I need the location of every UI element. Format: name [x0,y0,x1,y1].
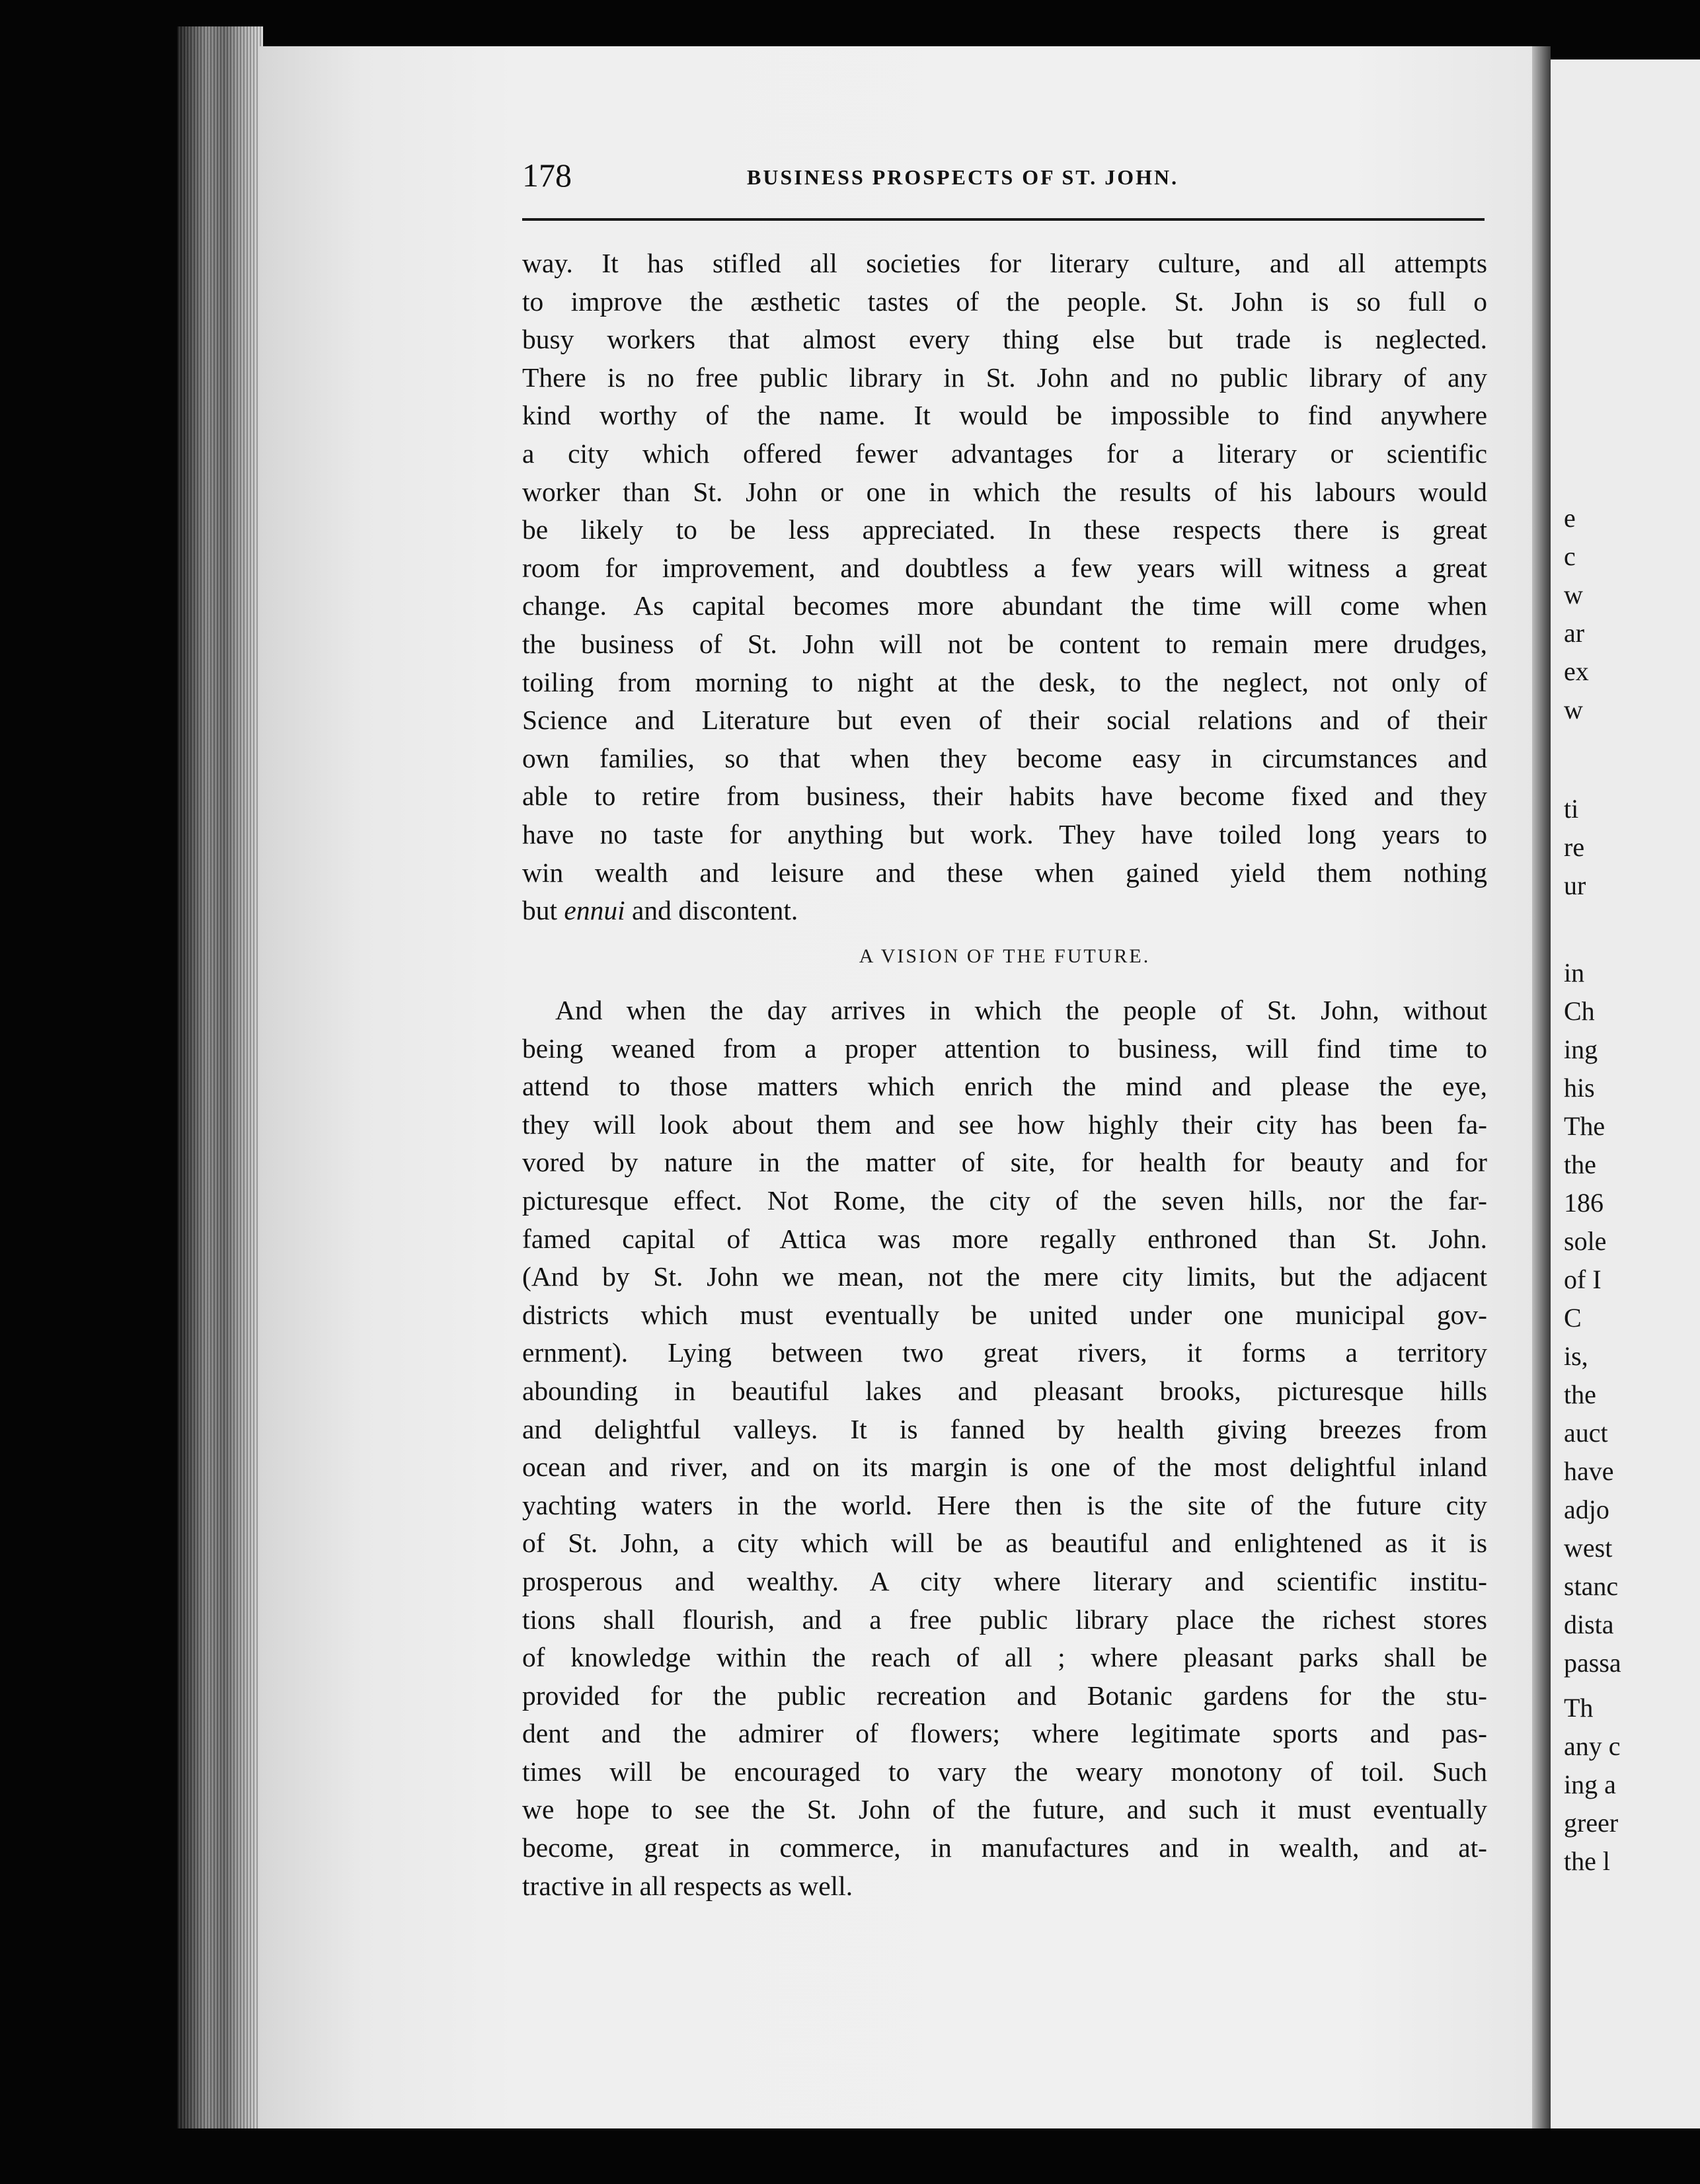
text-line: the business of St. John will not be content to remain mere drudges, [522,628,1487,659]
text-line: a city which offered fewer advantages for a literary or scientific [522,438,1487,469]
facing-page-fragment: the l [1564,1846,1610,1876]
facing-page-fragment: ur [1564,871,1586,900]
facing-page-fragment: w [1564,695,1583,724]
facing-page-fragment: ar [1564,618,1585,648]
text-line: have no taste for anything but work. They have toiled long years to [522,818,1487,849]
text-line: they will look about them and see how highly their city has been fa- [522,1109,1487,1140]
text-line: districts which must eventually be united under one municipal gov- [522,1299,1487,1330]
text-line: worker than St. John or one in which the results of his labours would [522,476,1487,507]
facing-page-fragment: Th [1564,1693,1594,1723]
text-line: kind worthy of the name. It would be impossible to find anywhere [522,400,1487,431]
facing-page-fragment: of I [1564,1265,1602,1294]
facing-page-fragment: e [1564,503,1576,533]
text-line: be likely to be less appreciated. In these respects there is great [522,514,1487,545]
facing-page-fragment: 186 [1564,1188,1603,1218]
facing-page-fragment: greer [1564,1808,1619,1838]
facing-page-fragment: C [1564,1303,1582,1333]
text-line: yachting waters in the world. Here then is the site of the future city [522,1489,1487,1520]
text-line: ernment). Lying between two great rivers, it forms a territory [522,1337,1487,1368]
facing-page-fragment: w [1564,580,1583,609]
facing-page [1551,59,1700,2128]
facing-page-fragment: in [1564,958,1585,988]
text-line: There is no free public library in St. John and no public library of any [522,362,1487,393]
facing-page-fragment: the [1564,1150,1596,1179]
text-line: of knowledge within the reach of all ; where pleasant parks shall be [522,1642,1487,1673]
text-fragment: and discontent. [625,895,798,926]
facing-page-fragment: is, [1564,1341,1588,1371]
facing-page-fragment: passa [1564,1648,1621,1678]
page-edges [177,26,263,2128]
text-line: attend to those matters which enrich the mind and please the eye, [522,1071,1487,1102]
text-line: tions shall flourish, and a free public library place the richest stores [522,1604,1487,1635]
text-line: tractive in all respects as well. [522,1870,853,1901]
facing-page-fragment: ing a [1564,1770,1616,1799]
facing-page-fragment: stanc [1564,1571,1619,1601]
text-line: famed capital of Attica was more regally enthroned than St. John. [522,1223,1487,1254]
text-line: ocean and river, and on its margin is one of the most delightful inland [522,1452,1487,1483]
facing-page-fragment: dista [1564,1610,1614,1639]
running-head: BUSINESS PROSPECTS OF ST. JOHN. [747,165,1179,189]
text-line: room for improvement, and doubtless a few years will witness a great [522,552,1487,583]
page-header [522,156,1487,202]
text-line: (And by St. John we mean, not the mere city limits, but the adjacent [522,1261,1487,1292]
text-line: able to retire from business, their habits have become fixed and they [522,781,1487,812]
text-line: provided for the public recreation and Botanic gardens for the stu- [522,1680,1487,1711]
text-line: picturesque effect. Not Rome, the city of the seven hills, nor the far- [522,1185,1487,1216]
text-line [522,892,1487,930]
facing-page-fragment: re [1564,832,1585,862]
text-line: prosperous and wealthy. A city where literary and scientific institu- [522,1565,1487,1596]
text-line: abounding in beautiful lakes and pleasant brooks, picturesque hills [522,1375,1487,1406]
text-line: way. It has stifled all societies for literary culture, and all attempts [522,248,1487,278]
facing-page-fragment: Ch [1564,996,1595,1026]
facing-page-fragment: any c [1564,1731,1621,1761]
text-line: being weaned from a proper attention to business, will find time to [522,1033,1487,1064]
text-line: win wealth and leisure and these when gained yield them nothing [522,857,1487,888]
text-line: times will be encouraged to vary the weary monotony of toil. Such [522,1756,1487,1787]
facing-page-fragment: west [1564,1533,1613,1563]
section-heading: A VISION OF THE FUTURE. [859,945,1151,967]
text-line: dent and the admirer of flowers; where legitimate sports and pas- [522,1718,1487,1749]
italic-word: ennui [564,895,625,926]
text-line: Science and Literature but even of their social relations and of their [522,705,1487,736]
text-line: change. As capital becomes more abundant the time will come when [522,590,1487,621]
facing-page-fragment: have [1564,1456,1614,1486]
facing-page-fragment: ing [1564,1034,1598,1064]
text-fragment: but [522,895,564,926]
text-line: And when the day arrives in which the people of St. John, without [555,995,1487,1025]
header-rule [522,218,1485,221]
facing-page-fragment: adjo [1564,1495,1609,1524]
text-line: busy workers that almost every thing else but trade is neglected. [522,324,1487,355]
facing-page-fragment: The [1564,1111,1605,1141]
text-line: own families, so that when they become easy in circumstances and [522,742,1487,773]
text-line: vored by nature in the matter of site, for health for beauty and for [522,1147,1487,1178]
text-line: become, great in commerce, in manufactures and in wealth, and at- [522,1832,1487,1863]
text-line: toiling from morning to night at the desk, to the neglect, not only of [522,666,1487,697]
text-line: and delightful valleys. It is fanned by health giving breezes from [522,1413,1487,1444]
text-line: we hope to see the St. John of the future, and such it must eventually [522,1794,1487,1825]
facing-page-fragment: c [1564,541,1576,571]
facing-page-fragment: his [1564,1073,1595,1103]
paragraph-1 [522,245,1487,930]
paragraph-2 [522,992,1487,1905]
book-gutter [1532,46,1551,2128]
facing-page-fragment: the [1564,1380,1596,1409]
page-number: 178 [522,157,572,194]
facing-page-fragment: sole [1564,1226,1607,1256]
facing-page-fragment: auct [1564,1418,1608,1448]
text-line: to improve the æsthetic tastes of the people. St. John is so full o [522,286,1487,317]
facing-page-fragment: ex [1564,656,1589,686]
text-line: of St. John, a city which will be as beautiful and enlightened as it is [522,1528,1487,1559]
facing-page-fragment: ti [1564,794,1579,824]
